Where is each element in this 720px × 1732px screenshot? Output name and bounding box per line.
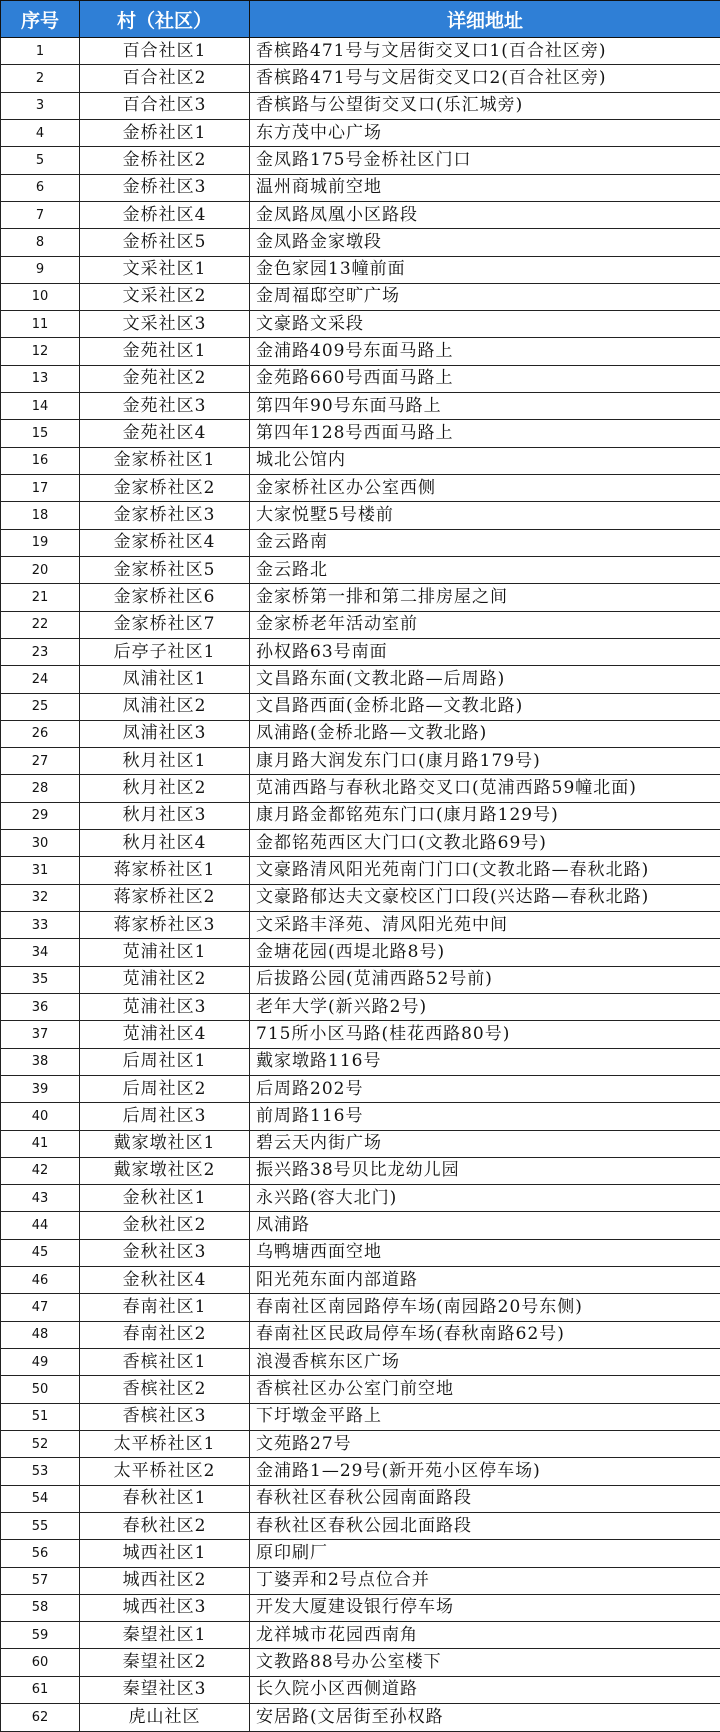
row-community: 春南社区2	[80, 1321, 250, 1348]
table-row	[1, 966, 720, 993]
row-number: 44	[1, 1212, 80, 1239]
row-address: 文教路88号办公室楼下	[250, 1649, 720, 1676]
header-number: 序号	[1, 1, 80, 38]
row-number: 8	[1, 229, 80, 256]
row-community: 后周社区2	[80, 1075, 250, 1102]
row-community: 苋浦社区3	[80, 993, 250, 1020]
row-number: 2	[1, 65, 80, 92]
table-row	[1, 1403, 720, 1430]
table-row	[1, 1349, 720, 1376]
row-community: 戴家墩社区1	[80, 1130, 250, 1157]
row-number: 19	[1, 529, 80, 556]
row-address: 文苑路27号	[250, 1430, 720, 1457]
row-address: 安居路(文居街至孙权路	[250, 1704, 720, 1732]
table-row	[1, 1594, 720, 1621]
row-community: 文采社区3	[80, 311, 250, 338]
row-number: 48	[1, 1321, 80, 1348]
row-address: 城北公馆内	[250, 447, 720, 474]
table-row	[1, 1512, 720, 1539]
table-row	[1, 1704, 720, 1732]
row-community: 秋月社区1	[80, 748, 250, 775]
table-row	[1, 748, 720, 775]
table-row	[1, 1676, 720, 1703]
header-row	[1, 1, 720, 38]
row-number: 11	[1, 311, 80, 338]
row-address: 金云路北	[250, 556, 720, 583]
table-row	[1, 857, 720, 884]
table-row	[1, 1075, 720, 1102]
row-number: 49	[1, 1349, 80, 1376]
row-number: 29	[1, 802, 80, 829]
table-row	[1, 1212, 720, 1239]
row-address: 715所小区马路(桂花西路80号)	[250, 1021, 720, 1048]
row-community: 金家桥社区5	[80, 556, 250, 583]
row-community: 城西社区2	[80, 1567, 250, 1594]
row-address: 阳光苑东面内部道路	[250, 1267, 720, 1294]
row-community: 香槟社区1	[80, 1349, 250, 1376]
row-address: 香槟路471号与文居街交叉口2(百合社区旁)	[250, 65, 720, 92]
table-row	[1, 92, 720, 119]
table-row	[1, 529, 720, 556]
table-row	[1, 1048, 720, 1075]
table-row	[1, 283, 720, 310]
row-community: 百合社区2	[80, 65, 250, 92]
table-row	[1, 611, 720, 638]
row-number: 43	[1, 1185, 80, 1212]
row-address: 金凤路金家墩段	[250, 229, 720, 256]
table-row	[1, 720, 720, 747]
row-address: 文豪路郁达夫文豪校区门口段(兴达路—春秋北路)	[250, 884, 720, 911]
row-number: 14	[1, 393, 80, 420]
row-community: 虎山社区	[80, 1704, 250, 1732]
row-address: 原印刷厂	[250, 1540, 720, 1567]
row-number: 35	[1, 966, 80, 993]
row-address: 苋浦西路与春秋北路交叉口(苋浦西路59幢北面)	[250, 775, 720, 802]
row-number: 18	[1, 502, 80, 529]
row-number: 21	[1, 584, 80, 611]
table-row	[1, 584, 720, 611]
row-number: 13	[1, 365, 80, 392]
row-address: 春秋社区春秋公园北面路段	[250, 1512, 720, 1539]
row-address: 丁婆弄和2号点位合并	[250, 1567, 720, 1594]
row-address: 下圩墩金平路上	[250, 1403, 720, 1430]
row-community: 秦望社区1	[80, 1622, 250, 1649]
row-community: 后亭子社区1	[80, 638, 250, 665]
row-address: 金凤路凤凰小区路段	[250, 201, 720, 228]
table-row	[1, 65, 720, 92]
row-number: 28	[1, 775, 80, 802]
row-community: 蒋家桥社区1	[80, 857, 250, 884]
row-community: 金苑社区3	[80, 393, 250, 420]
row-number: 6	[1, 174, 80, 201]
row-number: 15	[1, 420, 80, 447]
row-number: 57	[1, 1567, 80, 1594]
table-row	[1, 1294, 720, 1321]
row-community: 后周社区3	[80, 1103, 250, 1130]
row-community: 百合社区1	[80, 38, 250, 65]
table-row	[1, 993, 720, 1020]
row-number: 40	[1, 1103, 80, 1130]
table-row	[1, 1130, 720, 1157]
row-community: 香槟社区3	[80, 1403, 250, 1430]
row-address: 康月路大润发东门口(康月路179号)	[250, 748, 720, 775]
table-row	[1, 884, 720, 911]
row-community: 金桥社区4	[80, 201, 250, 228]
row-number: 16	[1, 447, 80, 474]
table-row	[1, 229, 720, 256]
row-address: 金塘花园(西堤北路8号)	[250, 939, 720, 966]
row-number: 10	[1, 283, 80, 310]
row-address: 戴家墩路116号	[250, 1048, 720, 1075]
row-community: 金家桥社区7	[80, 611, 250, 638]
row-community: 苋浦社区2	[80, 966, 250, 993]
row-community: 金家桥社区4	[80, 529, 250, 556]
row-community: 金桥社区3	[80, 174, 250, 201]
row-address: 文昌路西面(金桥北路—文教北路)	[250, 693, 720, 720]
row-community: 秋月社区3	[80, 802, 250, 829]
row-community: 金家桥社区6	[80, 584, 250, 611]
row-number: 41	[1, 1130, 80, 1157]
row-address: 孙权路63号南面	[250, 638, 720, 665]
row-number: 53	[1, 1458, 80, 1485]
row-address: 文昌路东面(文教北路—后周路)	[250, 666, 720, 693]
row-address: 春南社区民政局停车场(春秋南路62号)	[250, 1321, 720, 1348]
row-community: 金家桥社区3	[80, 502, 250, 529]
row-address: 金周福邸空旷广场	[250, 283, 720, 310]
row-address: 凤浦路(金桥北路—文教北路)	[250, 720, 720, 747]
table-row	[1, 338, 720, 365]
table-row	[1, 1430, 720, 1457]
row-address: 金家桥第一排和第二排房屋之间	[250, 584, 720, 611]
row-address: 文采路丰泽苑、清风阳光苑中间	[250, 912, 720, 939]
row-community: 金桥社区5	[80, 229, 250, 256]
row-number: 42	[1, 1157, 80, 1184]
row-address: 金浦路1—29号(新开苑小区停车场)	[250, 1458, 720, 1485]
row-number: 5	[1, 147, 80, 174]
row-number: 20	[1, 556, 80, 583]
row-community: 苋浦社区1	[80, 939, 250, 966]
table-row	[1, 1622, 720, 1649]
row-community: 金家桥社区1	[80, 447, 250, 474]
row-address: 乌鸭塘西面空地	[250, 1239, 720, 1266]
table-row	[1, 1649, 720, 1676]
table-row	[1, 393, 720, 420]
row-community: 凤浦社区2	[80, 693, 250, 720]
row-number: 31	[1, 857, 80, 884]
row-community: 秦望社区3	[80, 1676, 250, 1703]
row-number: 23	[1, 638, 80, 665]
row-community: 城西社区1	[80, 1540, 250, 1567]
row-number: 24	[1, 666, 80, 693]
header-community: 村（社区）	[80, 1, 250, 38]
row-address: 浪漫香槟东区广场	[250, 1349, 720, 1376]
row-community: 城西社区3	[80, 1594, 250, 1621]
row-address: 第四年128号西面马路上	[250, 420, 720, 447]
row-number: 61	[1, 1676, 80, 1703]
table-row	[1, 666, 720, 693]
row-community: 金秋社区4	[80, 1267, 250, 1294]
row-community: 金苑社区2	[80, 365, 250, 392]
row-community: 金秋社区3	[80, 1239, 250, 1266]
row-community: 凤浦社区1	[80, 666, 250, 693]
row-address: 前周路116号	[250, 1103, 720, 1130]
row-community: 苋浦社区4	[80, 1021, 250, 1048]
table-row	[1, 1458, 720, 1485]
table-row	[1, 420, 720, 447]
row-community: 金苑社区1	[80, 338, 250, 365]
row-number: 52	[1, 1430, 80, 1457]
table-row	[1, 38, 720, 65]
row-number: 59	[1, 1622, 80, 1649]
row-address: 康月路金都铭苑东门口(康月路129号)	[250, 802, 720, 829]
row-community: 戴家墩社区2	[80, 1157, 250, 1184]
row-number: 37	[1, 1021, 80, 1048]
table-row	[1, 447, 720, 474]
row-address: 春南社区南园路停车场(南园路20号东侧)	[250, 1294, 720, 1321]
row-address: 金凤路175号金桥社区门口	[250, 147, 720, 174]
row-address: 长久院小区西侧道路	[250, 1676, 720, 1703]
row-number: 17	[1, 475, 80, 502]
row-number: 46	[1, 1267, 80, 1294]
row-community: 太平桥社区2	[80, 1458, 250, 1485]
row-community: 后周社区1	[80, 1048, 250, 1075]
table-row	[1, 638, 720, 665]
row-address: 文豪路清风阳光苑南门门口(文教北路—春秋北路)	[250, 857, 720, 884]
row-number: 45	[1, 1239, 80, 1266]
row-number: 51	[1, 1403, 80, 1430]
row-address: 振兴路38号贝比龙幼儿园	[250, 1157, 720, 1184]
row-address: 香槟社区办公室门前空地	[250, 1376, 720, 1403]
row-address: 香槟路与公望街交叉口(乐汇城旁)	[250, 92, 720, 119]
row-community: 春南社区1	[80, 1294, 250, 1321]
row-number: 1	[1, 38, 80, 65]
row-community: 金苑社区4	[80, 420, 250, 447]
row-number: 54	[1, 1485, 80, 1512]
row-address: 金色家园13幢前面	[250, 256, 720, 283]
row-number: 34	[1, 939, 80, 966]
row-community: 太平桥社区1	[80, 1430, 250, 1457]
table-row	[1, 1485, 720, 1512]
row-address: 永兴路(容大北门)	[250, 1185, 720, 1212]
row-community: 金桥社区2	[80, 147, 250, 174]
row-community: 金家桥社区2	[80, 475, 250, 502]
table-row	[1, 556, 720, 583]
row-number: 32	[1, 884, 80, 911]
row-community: 香槟社区2	[80, 1376, 250, 1403]
row-community: 金秋社区2	[80, 1212, 250, 1239]
table-row	[1, 693, 720, 720]
row-address: 金苑路660号西面马路上	[250, 365, 720, 392]
row-community: 凤浦社区3	[80, 720, 250, 747]
row-community: 文采社区1	[80, 256, 250, 283]
row-number: 60	[1, 1649, 80, 1676]
row-community: 蒋家桥社区2	[80, 884, 250, 911]
row-number: 27	[1, 748, 80, 775]
table-row	[1, 365, 720, 392]
row-address: 龙祥城市花园西南角	[250, 1622, 720, 1649]
row-number: 38	[1, 1048, 80, 1075]
row-community: 秋月社区2	[80, 775, 250, 802]
table-row	[1, 174, 720, 201]
row-number: 55	[1, 1512, 80, 1539]
table-row	[1, 502, 720, 529]
row-number: 33	[1, 912, 80, 939]
row-number: 50	[1, 1376, 80, 1403]
row-address: 春秋社区春秋公园南面路段	[250, 1485, 720, 1512]
row-number: 26	[1, 720, 80, 747]
row-address: 凤浦路	[250, 1212, 720, 1239]
row-address: 东方茂中心广场	[250, 119, 720, 146]
row-number: 12	[1, 338, 80, 365]
row-number: 22	[1, 611, 80, 638]
row-community: 秦望社区2	[80, 1649, 250, 1676]
row-address: 碧云天内街广场	[250, 1130, 720, 1157]
table-row	[1, 1267, 720, 1294]
table-row	[1, 1021, 720, 1048]
row-number: 62	[1, 1704, 80, 1732]
header-address: 详细地址	[250, 1, 720, 38]
row-community: 文采社区2	[80, 283, 250, 310]
table-row	[1, 1239, 720, 1266]
row-number: 7	[1, 201, 80, 228]
row-address: 老年大学(新兴路2号)	[250, 993, 720, 1020]
table-row	[1, 1567, 720, 1594]
row-address: 后周路202号	[250, 1075, 720, 1102]
row-number: 56	[1, 1540, 80, 1567]
row-community: 百合社区3	[80, 92, 250, 119]
table-row	[1, 802, 720, 829]
row-community: 春秋社区2	[80, 1512, 250, 1539]
table-row	[1, 912, 720, 939]
row-address: 金都铭苑西区大门口(文教北路69号)	[250, 830, 720, 857]
row-address: 大家悦墅5号楼前	[250, 502, 720, 529]
row-community: 秋月社区4	[80, 830, 250, 857]
table-row	[1, 1321, 720, 1348]
row-number: 9	[1, 256, 80, 283]
row-address: 金家桥老年活动室前	[250, 611, 720, 638]
row-number: 47	[1, 1294, 80, 1321]
row-number: 58	[1, 1594, 80, 1621]
table-body	[1, 38, 720, 1732]
row-address: 后拔路公园(苋浦西路52号前)	[250, 966, 720, 993]
row-address: 温州商城前空地	[250, 174, 720, 201]
row-number: 25	[1, 693, 80, 720]
table-row	[1, 1185, 720, 1212]
row-community: 蒋家桥社区3	[80, 912, 250, 939]
row-number: 30	[1, 830, 80, 857]
table-row	[1, 1376, 720, 1403]
row-community: 春秋社区1	[80, 1485, 250, 1512]
table-row	[1, 775, 720, 802]
table-row	[1, 147, 720, 174]
row-number: 39	[1, 1075, 80, 1102]
row-community: 金桥社区1	[80, 119, 250, 146]
table-row	[1, 119, 720, 146]
row-number: 4	[1, 119, 80, 146]
table-row	[1, 1540, 720, 1567]
row-community: 金秋社区1	[80, 1185, 250, 1212]
table-row	[1, 939, 720, 966]
row-address: 金云路南	[250, 529, 720, 556]
table-row	[1, 311, 720, 338]
row-address: 香槟路471号与文居街交叉口1(百合社区旁)	[250, 38, 720, 65]
table-row	[1, 475, 720, 502]
row-address: 金家桥社区办公室西侧	[250, 475, 720, 502]
row-address: 开发大厦建设银行停车场	[250, 1594, 720, 1621]
row-address: 第四年90号东面马路上	[250, 393, 720, 420]
row-number: 3	[1, 92, 80, 119]
table-row	[1, 201, 720, 228]
row-number: 36	[1, 993, 80, 1020]
table-row	[1, 830, 720, 857]
row-address: 金浦路409号东面马路上	[250, 338, 720, 365]
row-address: 文豪路文采段	[250, 311, 720, 338]
table-row	[1, 256, 720, 283]
table-row	[1, 1157, 720, 1184]
table-row	[1, 1103, 720, 1130]
